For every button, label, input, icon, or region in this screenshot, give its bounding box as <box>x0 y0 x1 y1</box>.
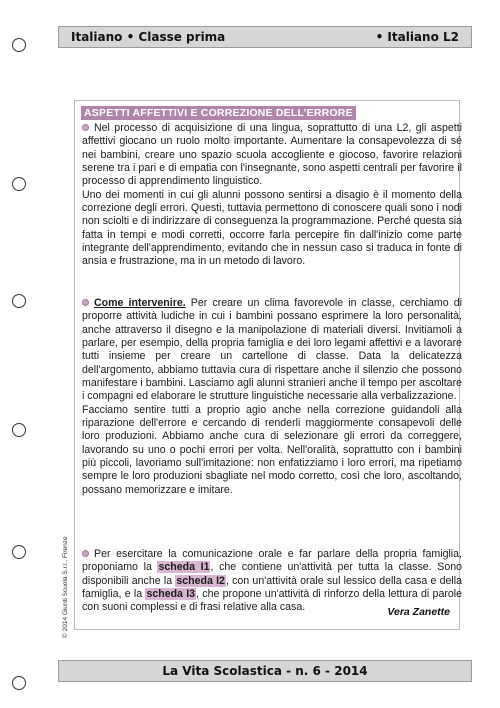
header-subject: Italiano • Classe prima <box>71 30 226 44</box>
binder-hole <box>12 676 26 690</box>
author-signature: Vera Zanette <box>387 606 450 618</box>
paragraph-text: Per esercitare la comunicazione orale e far parlare della propria famiglia, proponiamo la <box>82 548 462 574</box>
paragraph-how-to-intervene <box>82 297 462 497</box>
paragraph-lead: Come intervenire. <box>94 297 186 309</box>
bullet-icon <box>82 299 89 306</box>
footer-publication: La Vita Scolastica - n. 6 - 2014 <box>162 664 368 678</box>
scheda-i1-link: scheda I1 <box>158 561 210 574</box>
section-title: ASPETTI AFFETTIVI E CORREZIONE DELL’ERRORE <box>81 106 356 120</box>
binder-hole <box>12 423 26 437</box>
bullet-icon <box>82 550 89 557</box>
footer-bar <box>58 660 472 682</box>
paragraph-text: , che propone un'attività di rinforzo della lettura di parole con suoni complessi e di frasi relative alla casa. <box>82 588 462 614</box>
worksheet-page <box>58 26 472 686</box>
paragraph-text: Uno dei momenti in cui gli alunni possono sentirsi a disagio è il momento della correzione degli errori. Questi, tuttavia permettono di conoscere quali sono i nodi non sciolti e di indirizzare di conseguenza la programmazione. Perché questa sia fatta in tempi e modi corretti, occorre farla percepire fin dall'inizio come parte integrante dell'apprendimento, evitando che in nessun caso si traduca in fonte di ansia e frustrazione, ma in un metodo di lavoro. <box>82 188 462 268</box>
header-topic: • Italiano L2 <box>375 30 459 44</box>
paragraph-text: , con un'attività orale sul lessico della casa e della famiglia, e la <box>82 574 463 601</box>
header-bar <box>58 26 472 48</box>
scheda-i3-link: scheda I3 <box>146 588 196 601</box>
paragraph-affective-aspects <box>82 122 462 269</box>
bullet-icon <box>82 124 89 131</box>
binder-hole <box>12 177 26 191</box>
binder-hole <box>12 38 26 52</box>
binder-hole <box>12 545 26 559</box>
paragraph-text: Nel processo di acquisizione di una lingua, soprattutto di una L2, gli aspetti affettivi giocano un ruolo molto importante. Aumentare la consapevolezza di sé nei bambini, creare uno spazio scuola accogliente e giocoso, favorire relazioni serene tra i pari e di empatia con l'insegnante, sono aspetti centrali per favorire il processo di apprendimento linguistico. <box>82 122 462 188</box>
copyright-notice: © 2014 Giunti Scuola S.r.l., Firenze <box>62 536 69 638</box>
paragraph-worksheets <box>82 548 462 615</box>
paragraph-text: , che contiene un'attività per tutta la classe. Sono disponibili anche la <box>82 561 462 587</box>
binder-hole <box>12 294 26 308</box>
scheda-i2-link: scheda I2 <box>176 574 225 587</box>
paragraph-text: Facciamo sentire tutti a proprio agio anche nella correzione guidandoli alla riparazione dell'errore e cercando di renderli maggiormente consapevoli delle loro produzioni. Abbiamo anche cura di selezionare gli errori da correggere, lavorando su uno o pochi errori per volta. Nell'oralità, soprattutto con i bambini più piccoli, lavoriamo sull'imitazione: non enfatizziamo i loro errori, ma ripetiamo sempre le loro produzioni sbagliate nel modo corretto, così che loro, ascoltando, possano memorizzare e imitare. <box>82 403 462 496</box>
paragraph-text: Per creare un clima favorevole in classe, cerchiamo di proporre attività ludiche in cui i bambini possano esprimere la loro personalità, anche attraverso il disegno e la manipolazione di materiali diversi. Invitiamoli a parlare, per esempio, della propria famiglia e dei loro legami affettivi e a lavorare tutti insieme per creare un cartellone di classe. Data la delicatezza dell'argomento, abbiamo tuttavia cura di rispettare anche il silenzio che possono manifestare i bambini. Lasciamo agli alunni stranieri anche il tempo per ascoltare i compagni ed elaborare le strutture linguistiche necessarie alla verbalizzazione. <box>82 297 462 403</box>
